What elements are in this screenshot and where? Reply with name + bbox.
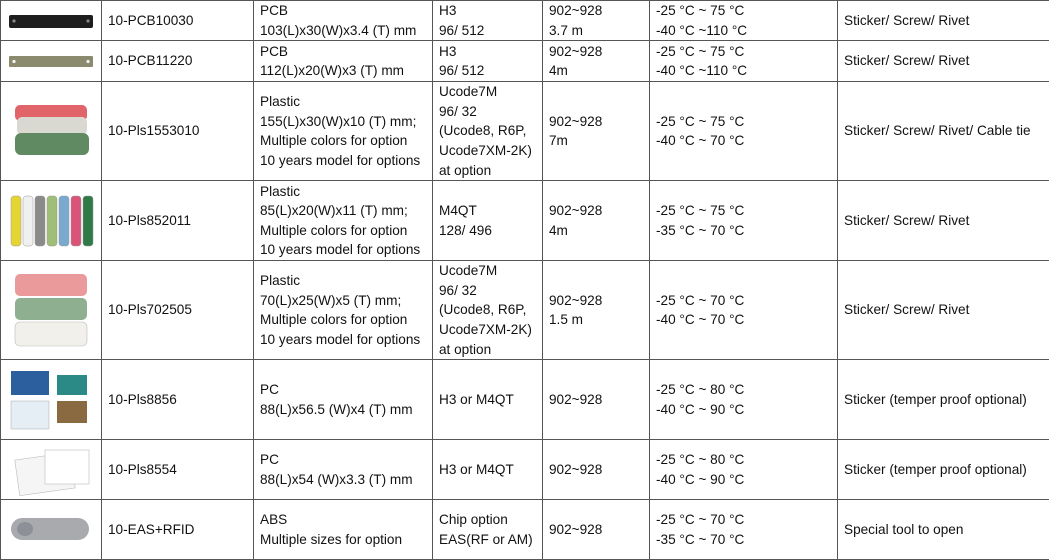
- frequency-line: 3.7 m: [549, 21, 643, 41]
- material-cell: [254, 41, 433, 82]
- frequency-line: 902~928: [549, 1, 643, 21]
- chip-cell: [433, 82, 543, 181]
- frequency-line: 902~928: [549, 390, 643, 410]
- model-cell: [102, 440, 254, 500]
- frequency-line: 4m: [549, 61, 643, 81]
- material-line: 10 years model for options: [260, 330, 426, 350]
- material-line: 85(L)x20(W)x11 (T) mm;: [260, 201, 426, 221]
- mounting-text: Sticker/ Screw/ Rivet: [844, 211, 1043, 231]
- material-line: Multiple colors for option: [260, 131, 426, 151]
- chip-line: Ucode7M: [439, 82, 536, 102]
- temperature-line: -35 °C ~ 70 °C: [656, 221, 831, 241]
- table-row: [1, 500, 1049, 560]
- chip-line: 96/ 512: [439, 21, 536, 41]
- mounting-cell: [838, 500, 1049, 560]
- material-line: 103(L)x30(W)x3.4 (T) mm: [260, 21, 426, 41]
- product-image-cell: [1, 181, 102, 261]
- material-line: 70(L)x25(W)x5 (T) mm;: [260, 291, 426, 311]
- material-line: 155(L)x30(W)x10 (T) mm;: [260, 112, 426, 132]
- mounting-cell: [838, 261, 1049, 360]
- model-text: 10-PCB11220: [108, 51, 247, 71]
- model-cell: [102, 500, 254, 560]
- chip-line: H3 or M4QT: [439, 390, 536, 410]
- material-line: PC: [260, 450, 426, 470]
- temperature-line: -40 °C ~ 70 °C: [656, 310, 831, 330]
- temperature-line: -35 °C ~ 70 °C: [656, 530, 831, 550]
- temperature-line: -25 °C ~ 70 °C: [656, 291, 831, 311]
- mounting-text: Sticker/ Screw/ Rivet: [844, 51, 1043, 71]
- frequency-cell: [543, 500, 650, 560]
- material-line: 112(L)x20(W)x3 (T) mm: [260, 61, 426, 81]
- model-text: 10-PCB10030: [108, 11, 247, 31]
- frequency-line: 1.5 m: [549, 310, 643, 330]
- frequency-cell: [543, 360, 650, 440]
- black-pcb-tag-image: [1, 6, 101, 36]
- frequency-line: 902~928: [549, 201, 643, 221]
- model-text: 10-Pls8554: [108, 460, 247, 480]
- product-image-cell: [1, 440, 102, 500]
- frequency-cell: [543, 41, 650, 82]
- product-image-cell: [1, 360, 102, 440]
- material-cell: [254, 1, 433, 41]
- frequency-cell: [543, 440, 650, 500]
- chip-line: 128/ 496: [439, 221, 536, 241]
- chip-cell: [433, 440, 543, 500]
- eas-hard-tag-image: [1, 504, 101, 556]
- chip-line: M4QT: [439, 201, 536, 221]
- frequency-cell: [543, 82, 650, 181]
- chip-line: Ucode7XM-2K): [439, 320, 536, 340]
- product-image-cell: [1, 261, 102, 360]
- mounting-text: Sticker (temper proof optional): [844, 460, 1043, 480]
- temperature-cell: [650, 360, 838, 440]
- temperature-cell: [650, 82, 838, 181]
- temperature-line: -25 °C ~ 75 °C: [656, 112, 831, 132]
- product-image-cell: [1, 500, 102, 560]
- chip-line: Chip option: [439, 510, 536, 530]
- temperature-cell: [650, 261, 838, 360]
- material-line: PC: [260, 380, 426, 400]
- material-line: 88(L)x54 (W)x3.3 (T) mm: [260, 470, 426, 490]
- material-line: Multiple colors for option: [260, 310, 426, 330]
- chip-line: H3 or M4QT: [439, 460, 536, 480]
- material-line: Plastic: [260, 92, 426, 112]
- temperature-line: -25 °C ~ 75 °C: [656, 1, 831, 21]
- material-line: 88(L)x56.5 (W)x4 (T) mm: [260, 400, 426, 420]
- chip-cell: [433, 181, 543, 261]
- temperature-line: -25 °C ~ 70 °C: [656, 510, 831, 530]
- temperature-line: -25 °C ~ 75 °C: [656, 201, 831, 221]
- chip-line: (Ucode8, R6P,: [439, 121, 536, 141]
- white-sticker-tags-image: [1, 444, 101, 496]
- mounting-text: Sticker/ Screw/ Rivet: [844, 11, 1043, 31]
- mounting-cell: [838, 41, 1049, 82]
- chip-cell: [433, 261, 543, 360]
- chip-cell: [433, 41, 543, 82]
- model-text: 10-Pls8856: [108, 390, 247, 410]
- material-line: ABS: [260, 510, 426, 530]
- table-row: [1, 82, 1049, 181]
- mounting-cell: [838, 440, 1049, 500]
- table-row: [1, 1, 1049, 41]
- frequency-line: 4m: [549, 221, 643, 241]
- temperature-line: -25 °C ~ 80 °C: [656, 450, 831, 470]
- frequency-line: 902~928: [549, 460, 643, 480]
- temperature-line: -25 °C ~ 75 °C: [656, 42, 831, 62]
- mounting-cell: [838, 360, 1049, 440]
- chip-cell: [433, 1, 543, 41]
- mounting-cell: [838, 181, 1049, 261]
- pc-card-tags-image: [1, 365, 101, 435]
- material-line: Multiple sizes for option: [260, 530, 426, 550]
- temperature-line: -40 °C ~110 °C: [656, 61, 831, 81]
- temperature-cell: [650, 500, 838, 560]
- temperature-line: -40 °C ~ 70 °C: [656, 131, 831, 151]
- frequency-line: 7m: [549, 131, 643, 151]
- temperature-cell: [650, 1, 838, 41]
- chip-line: 96/ 32: [439, 102, 536, 122]
- material-line: 10 years model for options: [260, 151, 426, 171]
- material-line: Plastic: [260, 182, 426, 202]
- material-line: 10 years model for options: [260, 240, 426, 260]
- mounting-text: Sticker/ Screw/ Rivet/ Cable tie: [844, 121, 1043, 141]
- model-text: 10-EAS+RFID: [108, 520, 247, 540]
- material-line: Plastic: [260, 271, 426, 291]
- mounting-text: Special tool to open: [844, 520, 1043, 540]
- mounting-cell: [838, 82, 1049, 181]
- temperature-cell: [650, 181, 838, 261]
- frequency-line: 902~928: [549, 42, 643, 62]
- chip-line: EAS(RF or AM): [439, 530, 536, 550]
- material-cell: [254, 360, 433, 440]
- temperature-cell: [650, 440, 838, 500]
- chip-line: 96/ 32: [439, 281, 536, 301]
- product-image-cell: [1, 82, 102, 181]
- product-image-cell: [1, 41, 102, 82]
- table-row: [1, 261, 1049, 360]
- multicolor-small-tags-image: [1, 186, 101, 256]
- frequency-cell: [543, 181, 650, 261]
- olive-pcb-tag-image: [1, 46, 101, 76]
- model-cell: [102, 1, 254, 41]
- model-cell: [102, 41, 254, 82]
- chip-line: 96/ 512: [439, 61, 536, 81]
- material-line: PCB: [260, 1, 426, 21]
- table-row: [1, 181, 1049, 261]
- temperature-cell: [650, 41, 838, 82]
- model-cell: [102, 360, 254, 440]
- mounting-cell: [838, 1, 1049, 41]
- material-cell: [254, 82, 433, 181]
- frequency-cell: [543, 261, 650, 360]
- temperature-line: -40 °C ~110 °C: [656, 21, 831, 41]
- model-cell: [102, 82, 254, 181]
- material-cell: [254, 261, 433, 360]
- chip-line: H3: [439, 1, 536, 21]
- model-text: 10-Pls852011: [108, 211, 247, 231]
- frequency-cell: [543, 1, 650, 41]
- material-cell: [254, 440, 433, 500]
- model-cell: [102, 181, 254, 261]
- product-image-cell: [1, 1, 102, 41]
- frequency-line: 902~928: [549, 291, 643, 311]
- pastel-flat-tags-image: [1, 266, 101, 354]
- chip-cell: [433, 500, 543, 560]
- chip-line: H3: [439, 42, 536, 62]
- chip-line: at option: [439, 340, 536, 360]
- chip-line: Ucode7M: [439, 261, 536, 281]
- material-line: Multiple colors for option: [260, 221, 426, 241]
- temperature-line: -40 °C ~ 90 °C: [656, 400, 831, 420]
- chip-cell: [433, 360, 543, 440]
- material-cell: [254, 500, 433, 560]
- frequency-line: 902~928: [549, 520, 643, 540]
- model-text: 10-Pls702505: [108, 300, 247, 320]
- table-row: [1, 360, 1049, 440]
- temperature-line: -40 °C ~ 90 °C: [656, 470, 831, 490]
- material-line: PCB: [260, 42, 426, 62]
- frequency-line: 902~928: [549, 112, 643, 132]
- chip-line: Ucode7XM-2K): [439, 141, 536, 161]
- model-text: 10-Pls1553010: [108, 121, 247, 141]
- mounting-text: Sticker (temper proof optional): [844, 390, 1043, 410]
- mounting-text: Sticker/ Screw/ Rivet: [844, 300, 1043, 320]
- material-cell: [254, 181, 433, 261]
- colored-plastic-tags-image: [1, 87, 101, 175]
- chip-line: (Ucode8, R6P,: [439, 300, 536, 320]
- chip-line: at option: [439, 161, 536, 181]
- table-row: [1, 41, 1049, 82]
- temperature-line: -25 °C ~ 80 °C: [656, 380, 831, 400]
- table-row: [1, 440, 1049, 500]
- model-cell: [102, 261, 254, 360]
